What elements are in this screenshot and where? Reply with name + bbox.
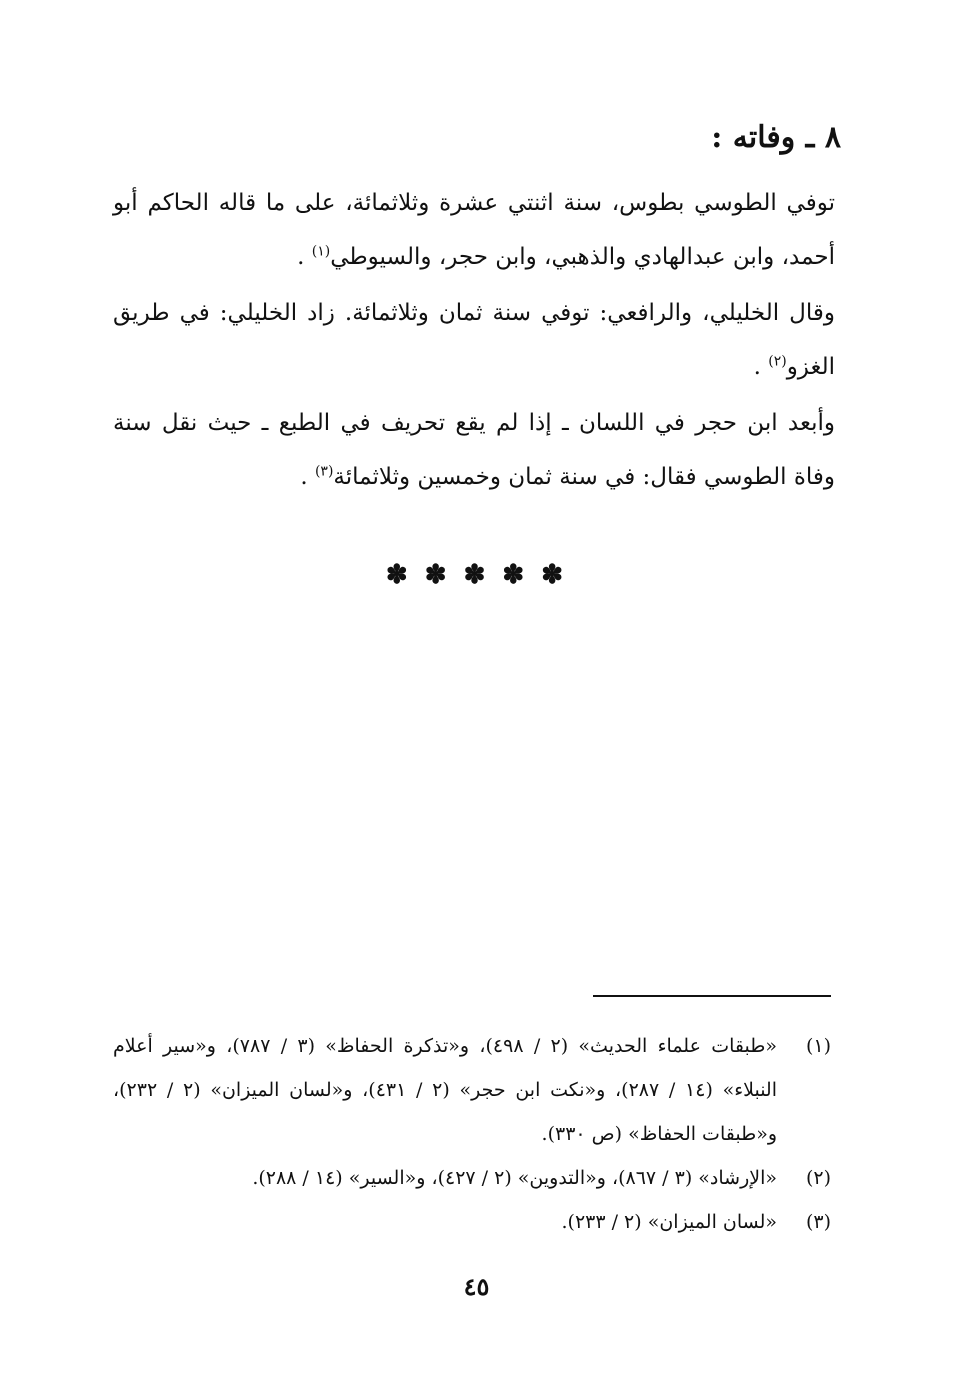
section-heading: ٨ ـ وفاته : [711,120,841,155]
footnote-text: «طبقات علماء الحديث» (٢ / ٤٩٨)، و«تذكرة الحفاظ» (٣ / ٧٨٧)، و«سير أعلام النبلاء» (١٤ / ٢٨٧)، و«نكت ابن حجر» (٢ / ٤٣١)، و«لسان الميزان» (٢ / ٢٣٢)، و«طبقات الحفاظ» (ص ٣٣٠). [113,1035,778,1145]
paragraph-text: توفي الطوسي بطوس، سنة اثنتي عشرة وثلاثمائة، على ما قاله الحاكم أبو أحمد، وابن عبدالهادي والذهبي، وابن حجر، والسيوطي [113,190,835,270]
footnotes-section [113,1024,831,1244]
paragraph-end: . [297,244,312,270]
body-paragraph [113,286,835,394]
footnote-text: «الإرشاد» (٣ / ٨٦٧)، و«التدوين» (٢ / ٤٢٧)، و«السير» (١٤ / ٢٨٨). [252,1167,777,1189]
paragraph-text: وقال الخليلي، والرافعي: توفي سنة ثمان وثلاثمائة. زاد الخليلي: في طريق الغزو [113,300,835,380]
footnote-item [113,1024,831,1156]
footnote-number: (٢) [805,1167,831,1189]
footnote-number: (١) [805,1035,831,1057]
footnote-text: «لسان الميزان» (٢ / ٢٣٣). [561,1211,777,1233]
paragraph-end: . [753,354,769,380]
body-paragraph [113,176,835,284]
paragraph-text: وأبعد ابن حجر في اللسان ـ إذا لم يقع تحريف في الطبع ـ حيث نقل سنة وفاة الطوسي فقال: في سنة ثمان وخمسين وثلاثمائة [113,410,835,490]
footnote-divider [593,995,831,997]
footnote-reference[interactable]: (٣) [314,463,334,480]
footnote-reference[interactable]: (٢) [768,353,787,370]
footnote-item [113,1156,831,1200]
footnote-item [113,1200,831,1244]
section-separator: ✽ ✽ ✽ ✽ ✽ [385,560,568,590]
body-paragraph [113,396,835,504]
footnote-number: (٣) [805,1211,831,1233]
page-number: ٤٥ [463,1272,490,1301]
paragraph-end: . [300,464,315,490]
footnote-reference[interactable]: (١) [311,243,331,260]
